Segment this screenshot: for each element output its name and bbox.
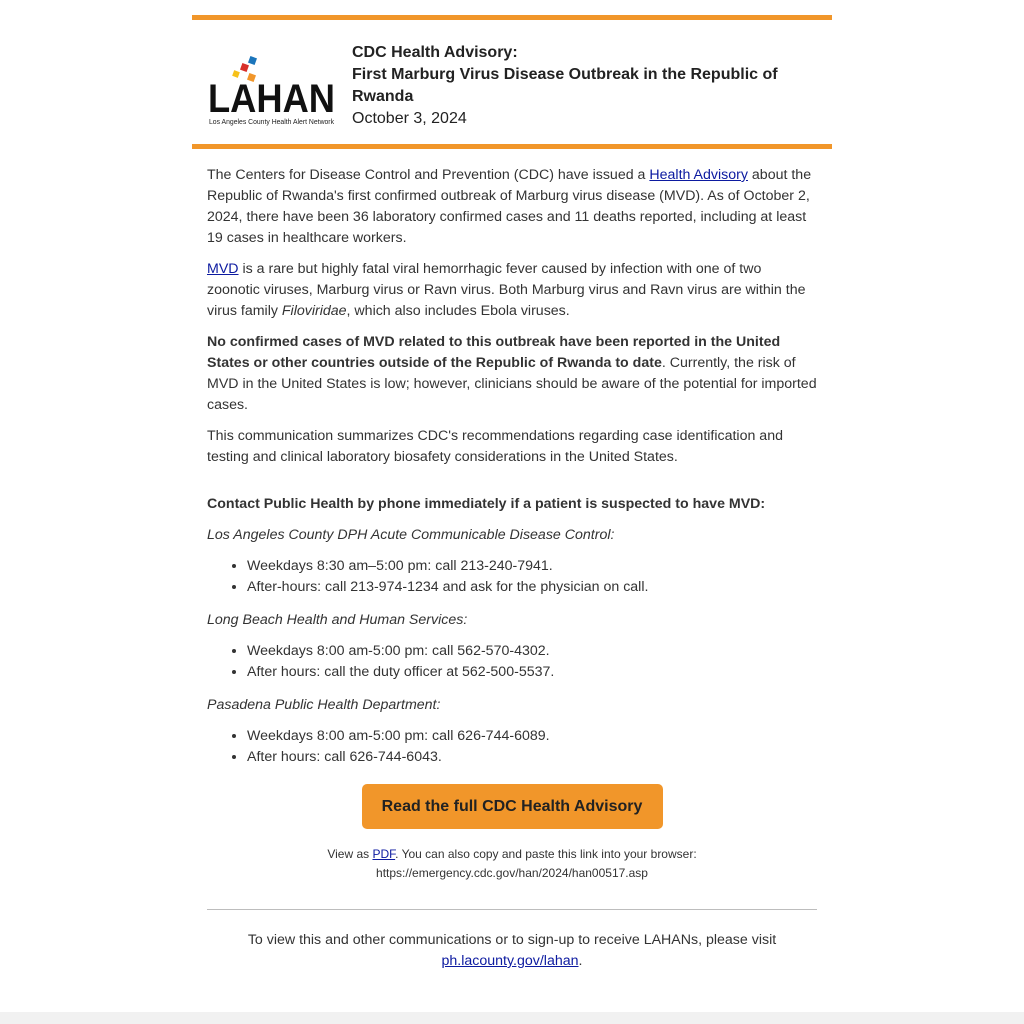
mvd-description-paragraph: MVD is a rare but highly fatal viral hemorrhagic fever caused by infection with one of two zoonotic viruses, Marburg virus or Ravn virus. Both Marburg virus and Ravn virus are within the virus family Filoviridae, which also includes Ebola viruses. bbox=[207, 261, 806, 319]
pasadena-phone-list bbox=[207, 726, 817, 768]
pdf-note: View as PDF. You can also copy and paste this link into your browser: https://emergency.cdc.gov/han/2024/han00517.asp bbox=[327, 847, 697, 880]
agency-pasadena: Pasadena Public Health Department: bbox=[207, 697, 441, 713]
la-county-phone-list bbox=[207, 556, 817, 598]
lahan-logo bbox=[208, 54, 338, 134]
risk-paragraph: No confirmed cases of MVD related to this outbreak have been reported in the United States or other countries outside of the Republic of Rwanda to date. Currently, the risk of MVD in the United States is low; however, clinicians should be aware of the potential for imported cases. bbox=[207, 334, 817, 413]
footer-note: To view this and other communications or to sign-up to receive LAHANs, please visit ph.lacounty.gov/lahan. bbox=[247, 932, 777, 969]
agency-long-beach: Long Beach Health and Human Services: bbox=[207, 612, 468, 628]
list-item: • After-hours: call 213-974-1234 and ask for the physician on call. bbox=[247, 577, 817, 598]
agency-la-county: Los Angeles County DPH Acute Communicable Disease Control: bbox=[207, 527, 615, 543]
intro-paragraph: The Centers for Disease Control and Prevention (CDC) have issued a Health Advisory about the Republic of Rwanda's first confirmed outbreak of Marburg virus disease (MVD). As of October 2, 2024, there have been 36 laboratory confirmed cases and 11 deaths reported, including at least 19 cases in healthcare workers. bbox=[207, 167, 812, 246]
header bbox=[192, 20, 832, 144]
long-beach-phone-list bbox=[207, 641, 817, 683]
advisory-url: https://emergency.cdc.gov/han/2024/han00517.asp bbox=[376, 866, 648, 880]
advisory-title-line1: CDC Health Advisory: bbox=[352, 44, 518, 61]
advisory-heading bbox=[352, 42, 802, 130]
bottom-band bbox=[0, 1012, 1024, 1024]
cta-wrapper bbox=[207, 784, 817, 829]
pdf-link[interactable]: PDF bbox=[372, 847, 396, 861]
summary-paragraph: This communication summarizes CDC's recommendations regarding case identification and testing and clinical laboratory biosafety considerations in the United States. bbox=[207, 428, 783, 465]
logo-subtitle: Los Angeles County Health Alert Network bbox=[209, 119, 335, 126]
advisory-date: October 3, 2024 bbox=[352, 110, 467, 127]
list-item: • Weekdays 8:00 am-5:00 pm: call 626-744-6089. bbox=[247, 726, 817, 747]
list-item: • After hours: call the duty officer at 562-500-5537. bbox=[247, 662, 817, 683]
lahan-website-link[interactable]: ph.lacounty.gov/lahan bbox=[441, 953, 579, 969]
list-item: • Weekdays 8:30 am–5:00 pm: call 213-240-7941. bbox=[247, 556, 817, 577]
read-full-advisory-button[interactable]: Read the full CDC Health Advisory bbox=[362, 784, 663, 829]
advisory-body bbox=[192, 165, 832, 972]
footer-divider bbox=[207, 909, 817, 910]
contact-heading: Contact Public Health by phone immediately if a patient is suspected to have MVD: bbox=[207, 496, 766, 512]
list-item: • Weekdays 8:00 am-5:00 pm: call 562-570-4302. bbox=[247, 641, 817, 662]
header-bottom-rule bbox=[192, 144, 832, 149]
email-container bbox=[192, 15, 832, 972]
health-advisory-link[interactable]: Health Advisory bbox=[649, 167, 748, 183]
advisory-title-line2: First Marburg Virus Disease Outbreak in the Republic of Rwanda bbox=[352, 66, 778, 105]
logo-wordmark: LAHAN bbox=[208, 77, 335, 121]
list-item: • After hours: call 626-744-6043. bbox=[247, 747, 817, 768]
no-cases-statement: No confirmed cases of MVD related to this outbreak have been reported in the United States or other countries outside of the Republic of Rwanda to date bbox=[207, 334, 781, 371]
mvd-link[interactable]: MVD bbox=[207, 261, 239, 277]
